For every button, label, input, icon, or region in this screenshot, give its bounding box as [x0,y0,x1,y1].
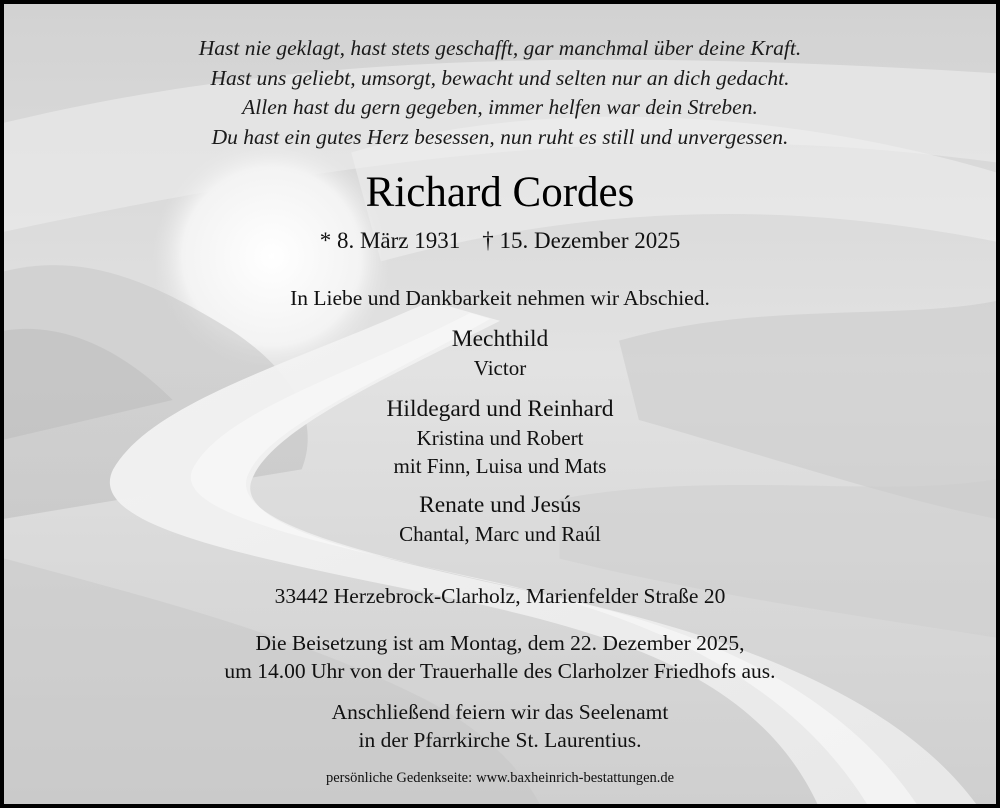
death-date: † 15. Dezember 2025 [482,228,681,253]
poem-line: Allen hast du gern gegeben, immer helfen war dein Streben. [242,95,758,119]
mass-line: Anschließend feiern wir das Seelenamt [331,700,669,724]
funeral-date-line: Die Beisetzung ist am Montag, dem 22. Dezember 2025, [255,631,745,655]
memorial-page-footer [4,768,996,788]
family-group [4,490,996,548]
family-group [4,324,996,382]
life-dates [4,226,996,256]
memorial-page-label: persönliche Gedenkseite: [325,770,473,786]
family-group-member: Victor [473,356,527,380]
memorial-page-link[interactable]: www.baxheinrich-bestattungen.de [476,770,675,786]
deceased-name: Richard Cordes [365,169,635,216]
birth-date: * 8. März 1931 [319,228,461,253]
notice-content [4,4,996,804]
family-group-head: Mechthild [451,326,549,352]
funeral-place-line: um 14.00 Uhr von der Trauerhalle des Clarholzer Friedhofs aus. [224,659,776,683]
memorial-poem [4,34,996,152]
family-group [4,394,996,480]
family-group-member: Kristina und Robert [416,426,584,450]
requiem-mass-details [4,698,996,754]
funeral-details [4,629,996,685]
family-group-head: Hildegard und Reinhard [386,396,614,422]
poem-line: Hast uns geliebt, umsorgt, bewacht und selten nur an dich gedacht. [210,65,790,90]
mass-line: in der Pfarrkirche St. Laurentius. [358,728,642,752]
family-group-member: mit Finn, Luisa und Mats [393,454,607,478]
poem-line: Du hast ein gutes Herz besessen, nun ruht es still und unvergessen. [211,124,789,149]
family-address: 33442 Herzebrock-Clarholz, Marienfelder Straße 20 [274,584,726,608]
family-group-member: Chantal, Marc und Raúl [399,522,601,546]
poem-line: Hast nie geklagt, hast stets geschafft, gar manchmal über deine Kraft. [198,36,802,60]
farewell-line: In Liebe und Dankbarkeit nehmen wir Abschied. [290,286,710,310]
family-group-head: Renate und Jesús [419,492,581,518]
